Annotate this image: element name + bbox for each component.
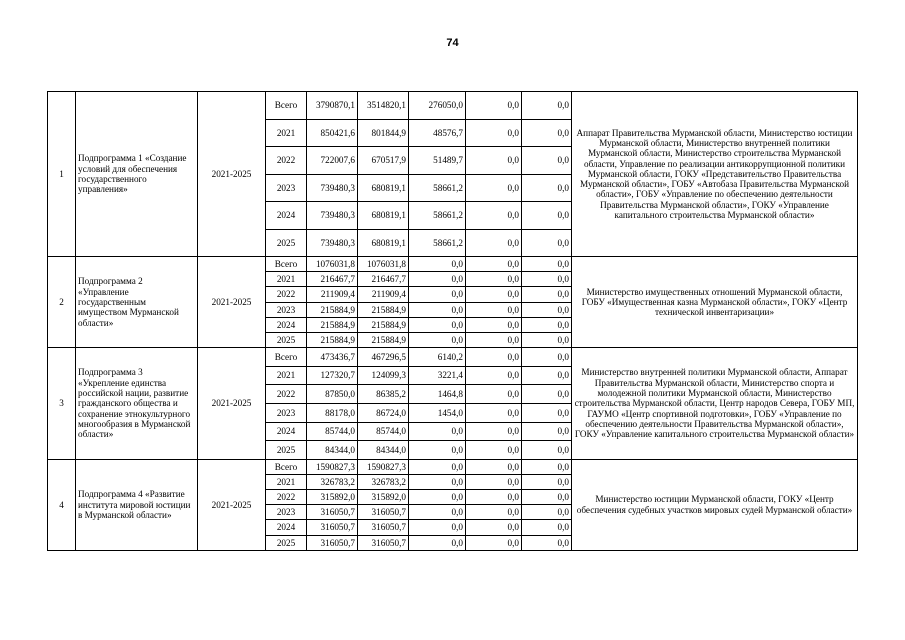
federal-budget-value: 0,0 [409,459,466,474]
other-sources-value: 0,0 [522,119,572,147]
local-budget-value: 0,0 [466,520,522,535]
other-sources-value: 0,0 [522,474,572,489]
year-cell: 2023 [266,302,307,317]
local-budget-value: 0,0 [466,272,522,287]
other-sources-value: 0,0 [522,535,572,550]
row-index: 2 [48,257,76,348]
regional-budget-value: 211909,4 [358,287,409,302]
subprogram-name: Подпрограмма 3 «Укрепление единства российской нации, развитие гражданского общества и сохранение этнокультурного многообразия в Мурманской области» [76,348,198,460]
regional-budget-value: 1076031,8 [358,257,409,272]
period: 2021-2025 [198,257,266,348]
federal-budget-value: 48576,7 [409,119,466,147]
federal-budget-value: 0,0 [409,474,466,489]
subprogram-name: Подпрограмма 2 «Управление государственным имуществом Мурманской области» [76,257,198,348]
other-sources-value: 0,0 [522,302,572,317]
federal-budget-value: 276050,0 [409,92,466,120]
other-sources-value: 0,0 [522,422,572,441]
year-cell: 2025 [266,229,307,257]
federal-budget-value: 58661,2 [409,202,466,230]
federal-budget-value: 0,0 [409,287,466,302]
total-value: 722007,6 [307,147,358,175]
total-value: 1590827,3 [307,459,358,474]
table-row [48,92,858,120]
regional-budget-value: 316050,7 [358,520,409,535]
other-sources-value: 0,0 [522,505,572,520]
regional-budget-value: 215884,9 [358,317,409,332]
regional-budget-value: 801844,9 [358,119,409,147]
federal-budget-value: 0,0 [409,272,466,287]
total-value: 315892,0 [307,490,358,505]
local-budget-value: 0,0 [466,257,522,272]
regional-budget-value: 680819,1 [358,174,409,202]
year-cell: 2024 [266,422,307,441]
local-budget-value: 0,0 [466,317,522,332]
local-budget-value: 0,0 [466,366,522,385]
regional-budget-value: 680819,1 [358,202,409,230]
year-cell: 2021 [266,366,307,385]
total-value: 216467,7 [307,272,358,287]
local-budget-value: 0,0 [466,490,522,505]
executors: Министерство юстиции Мурманской области, ГОКУ «Центр обеспечения судебных участков мировых судей Мурманской области» [572,459,858,550]
other-sources-value: 0,0 [522,287,572,302]
regional-budget-value: 326783,2 [358,474,409,489]
federal-budget-value: 0,0 [409,257,466,272]
local-budget-value: 0,0 [466,174,522,202]
other-sources-value: 0,0 [522,147,572,175]
year-cell: Всего [266,257,307,272]
year-cell: Всего [266,92,307,120]
local-budget-value: 0,0 [466,229,522,257]
year-cell: 2024 [266,202,307,230]
local-budget-value: 0,0 [466,348,522,367]
other-sources-value: 0,0 [522,490,572,505]
regional-budget-value: 3514820,1 [358,92,409,120]
federal-budget-value: 58661,2 [409,174,466,202]
year-cell: 2022 [266,385,307,404]
federal-budget-value: 0,0 [409,441,466,460]
table-row [48,348,858,367]
total-value: 1076031,8 [307,257,358,272]
other-sources-value: 0,0 [522,441,572,460]
regional-budget-value: 316050,7 [358,505,409,520]
period: 2021-2025 [198,92,266,257]
total-value: 739480,3 [307,229,358,257]
local-budget-value: 0,0 [466,474,522,489]
total-value: 127320,7 [307,366,358,385]
other-sources-value: 0,0 [522,317,572,332]
regional-budget-value: 215884,9 [358,302,409,317]
table-body [48,92,858,551]
total-value: 326783,2 [307,474,358,489]
total-value: 84344,0 [307,441,358,460]
local-budget-value: 0,0 [466,422,522,441]
other-sources-value: 0,0 [522,459,572,474]
other-sources-value: 0,0 [522,403,572,422]
year-cell: 2024 [266,317,307,332]
federal-budget-value: 51489,7 [409,147,466,175]
total-value: 850421,6 [307,119,358,147]
federal-budget-value: 0,0 [409,302,466,317]
year-cell: 2021 [266,119,307,147]
subprogram-name: Подпрограмма 4 «Развитие института мировой юстиции в Мурманской области» [76,459,198,550]
local-budget-value: 0,0 [466,147,522,175]
other-sources-value: 0,0 [522,229,572,257]
local-budget-value: 0,0 [466,332,522,347]
federal-budget-value: 0,0 [409,505,466,520]
year-cell: 2022 [266,147,307,175]
regional-budget-value: 680819,1 [358,229,409,257]
local-budget-value: 0,0 [466,287,522,302]
row-index: 4 [48,459,76,550]
row-index: 3 [48,348,76,460]
federal-budget-value: 0,0 [409,535,466,550]
local-budget-value: 0,0 [466,385,522,404]
federal-budget-value: 6140,2 [409,348,466,367]
other-sources-value: 0,0 [522,332,572,347]
federal-budget-value: 0,0 [409,422,466,441]
other-sources-value: 0,0 [522,272,572,287]
row-index: 1 [48,92,76,257]
year-cell: Всего [266,348,307,367]
local-budget-value: 0,0 [466,403,522,422]
other-sources-value: 0,0 [522,366,572,385]
regional-budget-value: 315892,0 [358,490,409,505]
total-value: 316050,7 [307,505,358,520]
total-value: 88178,0 [307,403,358,422]
total-value: 215884,9 [307,302,358,317]
federal-budget-value: 1454,0 [409,403,466,422]
other-sources-value: 0,0 [522,174,572,202]
regional-budget-value: 124099,3 [358,366,409,385]
federal-budget-value: 3221,4 [409,366,466,385]
federal-budget-value: 58661,2 [409,229,466,257]
table-row [48,257,858,272]
subprogram-name: Подпрограмма 1 «Создание условий для обеспечения государственного управления» [76,92,198,257]
local-budget-value: 0,0 [466,119,522,147]
year-cell: 2022 [266,490,307,505]
other-sources-value: 0,0 [522,92,572,120]
year-cell: 2023 [266,403,307,422]
other-sources-value: 0,0 [522,202,572,230]
year-cell: 2021 [266,474,307,489]
executors: Аппарат Правительства Мурманской области, Министерство юстиции Мурманской области, Министерство внутренней политики Мурманской области, Министерство строительства Мурманской области, Управление по реализации антикоррупционной политики Мурманской области, ГОКУ «Представительство Правительства Мурманской области», ГОБУ «Автобаза Правительства Мурманской области», ГОБУ «Управление по обеспечению деятельности Правительства Мурманской области», ГОКУ «Управление капитального строительства Мурманской области» [572,92,858,257]
period: 2021-2025 [198,459,266,550]
regional-budget-value: 316050,7 [358,535,409,550]
local-budget-value: 0,0 [466,92,522,120]
other-sources-value: 0,0 [522,520,572,535]
total-value: 211909,4 [307,287,358,302]
year-cell: Всего [266,459,307,474]
other-sources-value: 0,0 [522,348,572,367]
table-row [48,459,858,474]
total-value: 316050,7 [307,535,358,550]
total-value: 3790870,1 [307,92,358,120]
year-cell: 2025 [266,441,307,460]
period: 2021-2025 [198,348,266,460]
local-budget-value: 0,0 [466,202,522,230]
total-value: 739480,3 [307,174,358,202]
total-value: 316050,7 [307,520,358,535]
executors: Министерство внутренней политики Мурманской области, Аппарат Правительства Мурманской области, Министерство спорта и молодежной политики Мурманской области, Министерство строительства Мурманской области, Центр народов Севера, ГОБУ МП, ГАУМО «Центр спортивной подготовки», ГОБУ «Управление по обеспечению деятельности Правительства Мурманской области», ГОКУ «Управление капитального строительства Мурманской области» [572,348,858,460]
year-cell: 2023 [266,174,307,202]
total-value: 85744,0 [307,422,358,441]
local-budget-value: 0,0 [466,302,522,317]
local-budget-value: 0,0 [466,441,522,460]
executors: Министерство имущественных отношений Мурманской области, ГОБУ «Имущественная казна Мурманской области», ГОКУ «Центр технической инвентаризации» [572,257,858,348]
federal-budget-value: 0,0 [409,317,466,332]
year-cell: 2025 [266,535,307,550]
regional-budget-value: 1590827,3 [358,459,409,474]
budget-table [47,91,858,551]
other-sources-value: 0,0 [522,385,572,404]
other-sources-value: 0,0 [522,257,572,272]
total-value: 739480,3 [307,202,358,230]
year-cell: 2023 [266,505,307,520]
regional-budget-value: 467296,5 [358,348,409,367]
federal-budget-value: 0,0 [409,332,466,347]
local-budget-value: 0,0 [466,459,522,474]
federal-budget-value: 1464,8 [409,385,466,404]
total-value: 87850,0 [307,385,358,404]
total-value: 473436,7 [307,348,358,367]
regional-budget-value: 86385,2 [358,385,409,404]
year-cell: 2025 [266,332,307,347]
total-value: 215884,9 [307,332,358,347]
total-value: 215884,9 [307,317,358,332]
year-cell: 2022 [266,287,307,302]
regional-budget-value: 216467,7 [358,272,409,287]
regional-budget-value: 215884,9 [358,332,409,347]
local-budget-value: 0,0 [466,535,522,550]
year-cell: 2021 [266,272,307,287]
regional-budget-value: 86724,0 [358,403,409,422]
year-cell: 2024 [266,520,307,535]
regional-budget-value: 670517,9 [358,147,409,175]
regional-budget-value: 84344,0 [358,441,409,460]
federal-budget-value: 0,0 [409,490,466,505]
federal-budget-value: 0,0 [409,520,466,535]
regional-budget-value: 85744,0 [358,422,409,441]
page-number: 74 [446,37,459,49]
local-budget-value: 0,0 [466,505,522,520]
